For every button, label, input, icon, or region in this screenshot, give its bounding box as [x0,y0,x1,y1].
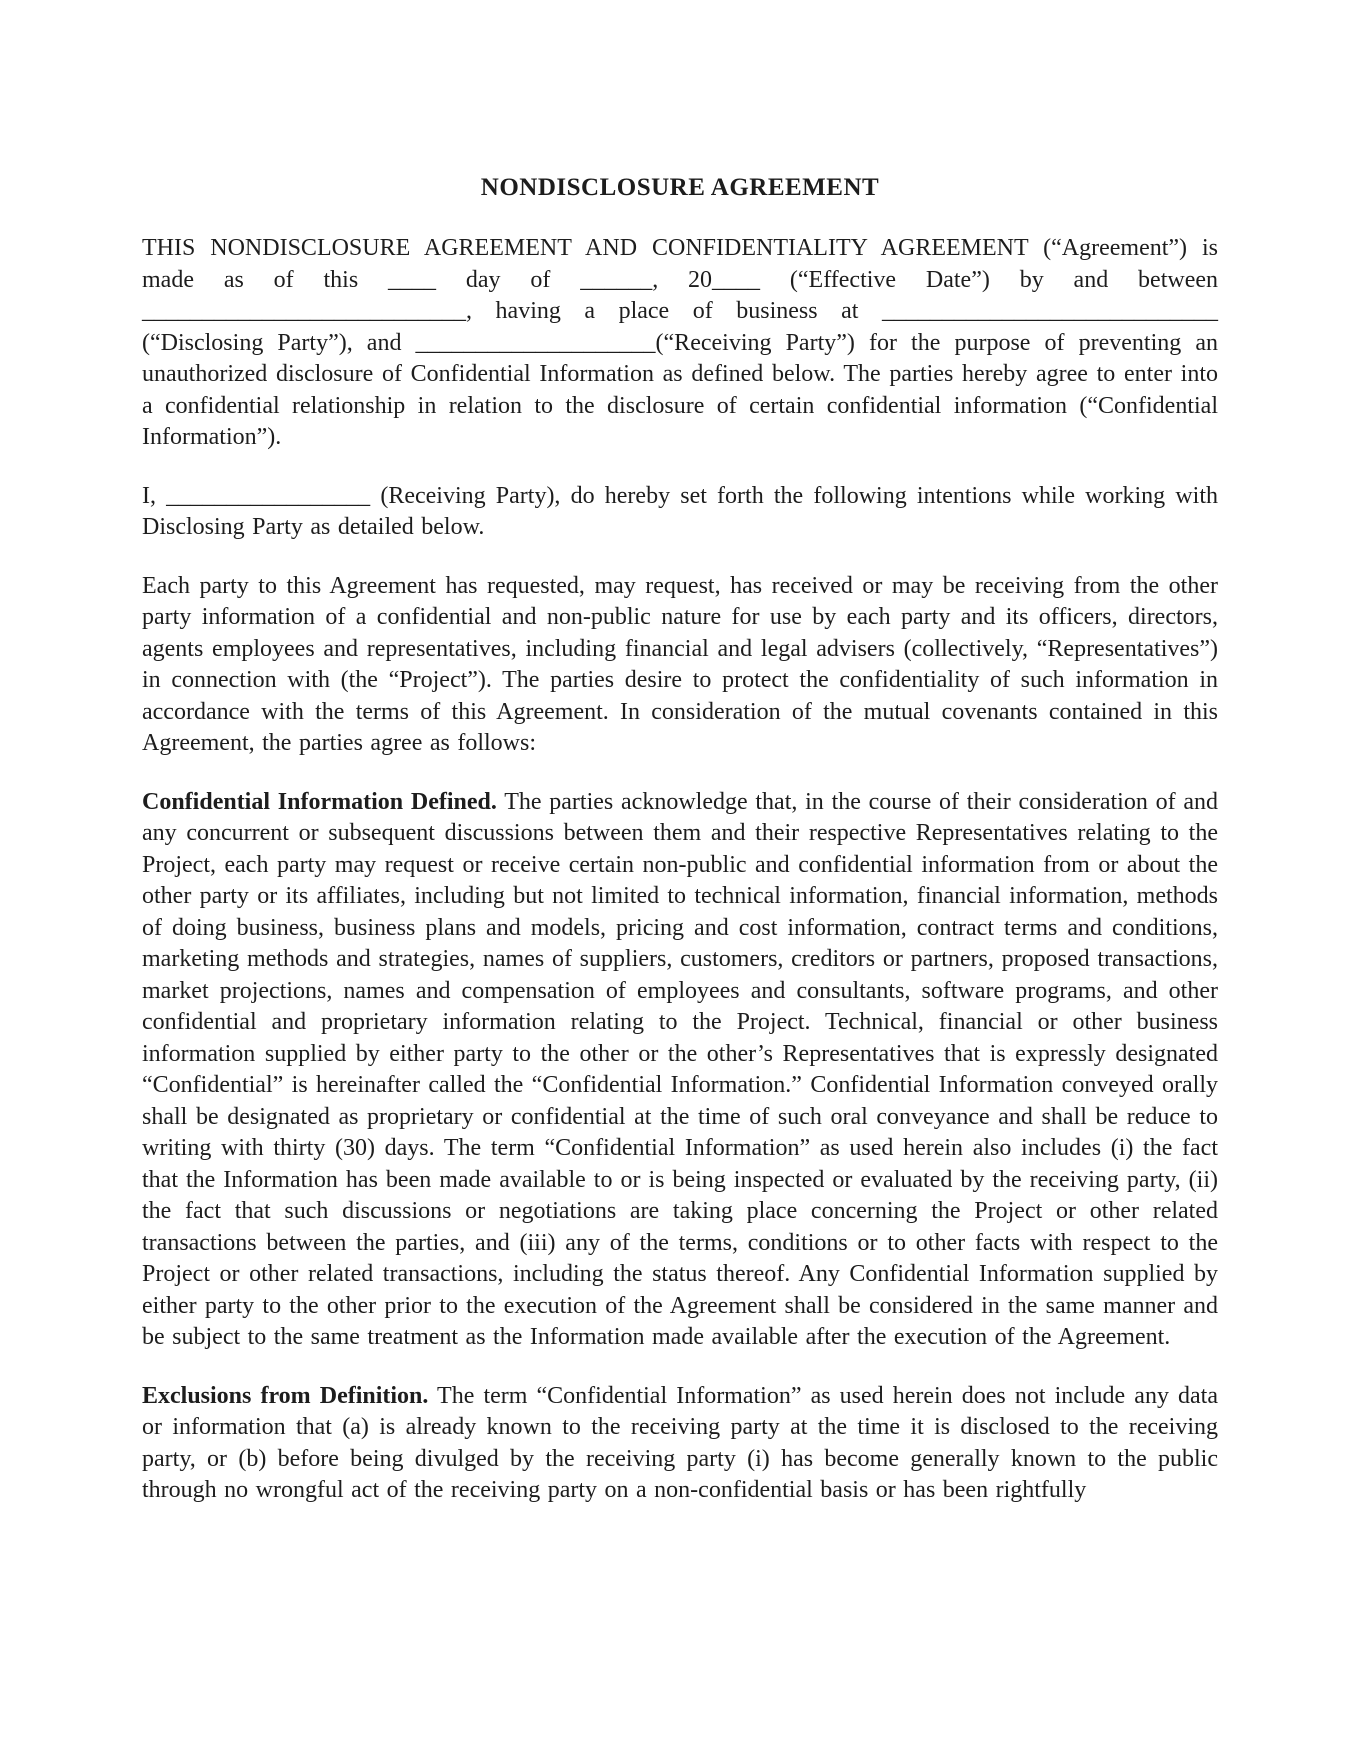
paragraph-intro [142,233,1218,454]
paragraph-text: I, _________________ (Receiving Party), do hereby set forth the following intentions while working with Disclosing Party as detailed below. [142,482,1218,540]
paragraph-exclusions-from-definition [142,1381,1218,1507]
paragraph-recitals [142,571,1218,760]
paragraph-text: The parties acknowledge that, in the course of their consideration of and any concurrent or subsequent discussions between them and their respective Representatives relating to the Project, each party may request or receive certain non-public and confidential information from or about the other party or its affiliates, including but not limited to technical information, financial information, methods of doing business, business plans and models, pricing and cost information, contract terms and conditions, marketing methods and strategies, names of suppliers, customers, creditors or partners, proposed transactions, market projections, names and compensation of employees and consultants, software programs, and other confidential and proprietary information relating to the Project. Technical, financial or other business information supplied by either party to the other or the other’s Representatives that is expressly designated “Confidential” is hereinafter called the “Confidential Information.” Confidential Information conveyed orally shall be designated as proprietary or confidential at the time of such oral conveyance and shall be reduce to writing with thirty (30) days. The term “Confidential Information” as used herein also includes (i) the fact that the Information has been made available to or is being inspected or evaluated by the receiving party, (ii) the fact that such discussions or negotiations are taking place concerning the Project or other related transactions between the parties, and (iii) any of the terms, conditions or to other facts with respect to the Project or other related transactions, including the status thereof. Any Confidential Information supplied by either party to the other prior to the execution of the Agreement shall be considered in the same manner and be subject to the same treatment as the Information made available after the execution of the Agreement. [142,788,1219,1350]
document-title: NONDISCLOSURE AGREEMENT [480,174,880,201]
paragraph-confidential-information-defined [142,787,1218,1354]
paragraph-text: The term “Confidential Information” as used herein does not include any data or information that (a) is already known to the receiving party at the time it is disclosed to the receiving party, or (b) before being divulged by the receiving party (i) has become generally known to the public through no wrongful act of the receiving party on a non-confidential basis or has been rightfully [142,1382,1218,1503]
paragraph-text: Each party to this Agreement has requested, may request, has received or may be receiving from the other party information of a confidential and non-public nature for use by each party and its officers, directors, agents employees and representatives, including financial and legal advisers (collectively, “Representatives”) in connection with (the “Project”). The parties desire to protect the confidentiality of such information in accordance with the terms of this Agreement. In consideration of the mutual covenants contained in this Agreement, the parties agree as follows: [142,572,1218,756]
paragraph-lead: Exclusions from Definition. [142,1382,429,1409]
paragraph-receiving-party-intent [142,481,1218,544]
paragraph-text: THIS NONDISCLOSURE AGREEMENT AND CONFIDENTIALITY AGREEMENT (“Agreement”) is made as of this ____ day of ______, 20____ (“Effective Date”) by and between ___________________________, having a place of business at ____________________________ (“Disclosing Party”), and ____________________(“Receiving Party”) for the purpose of preventing an unauthorized disclosure of Confidential Information as defined below. The parties hereby agree to enter into a confidential relationship in relation to the disclosure of certain confidential information (“Confidential Information”). [142,235,1218,450]
paragraph-lead: Confidential Information Defined. [142,788,497,815]
